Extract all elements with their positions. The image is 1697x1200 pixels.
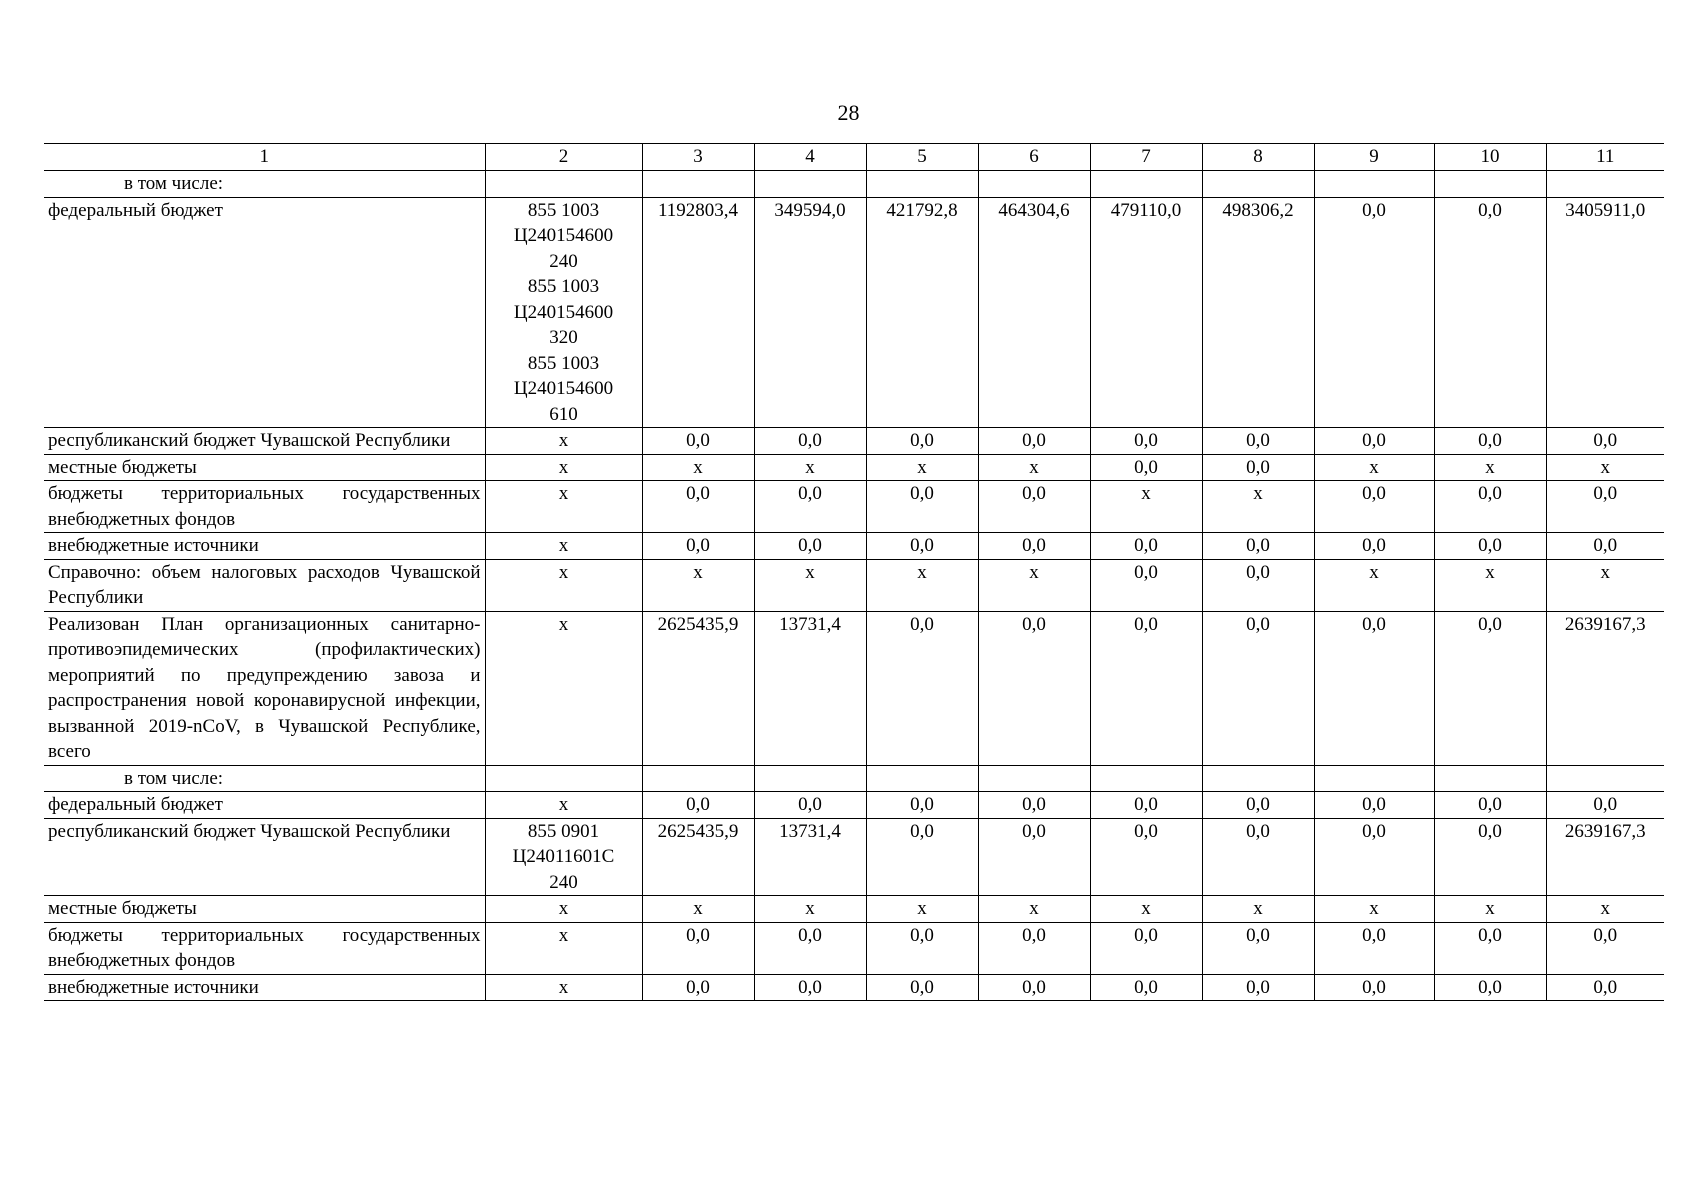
value-cell-col-4: x	[754, 454, 866, 481]
value-cell-col-5	[866, 765, 978, 792]
value-cell-col-8: 0,0	[1202, 611, 1314, 765]
table-row	[44, 171, 1664, 198]
value-cell-col-10: 0,0	[1434, 481, 1546, 533]
value-cell-col-10: 0,0	[1434, 792, 1546, 819]
value-cell-col-11	[1546, 765, 1664, 792]
value-cell-col-3	[642, 765, 754, 792]
budget-table	[44, 143, 1664, 1001]
value-cell-col-5: 421792,8	[866, 197, 978, 428]
value-cell-col-6	[978, 765, 1090, 792]
value-cell-col-7: 0,0	[1090, 974, 1202, 1001]
value-cell-col-3: 0,0	[642, 428, 754, 455]
value-cell-col-3: 1192803,4	[642, 197, 754, 428]
budget-classification-code: x	[485, 428, 642, 455]
value-cell-col-4: 0,0	[754, 922, 866, 974]
value-cell-col-11: 0,0	[1546, 481, 1664, 533]
value-cell-col-9: 0,0	[1314, 533, 1434, 560]
value-cell-col-8: 0,0	[1202, 559, 1314, 611]
column-header-7: 7	[1090, 144, 1202, 171]
value-cell-col-6: x	[978, 559, 1090, 611]
value-cell-col-10: x	[1434, 559, 1546, 611]
table-row	[44, 559, 1664, 611]
value-cell-col-11: x	[1546, 454, 1664, 481]
value-cell-col-7: 0,0	[1090, 559, 1202, 611]
value-cell-col-7: 0,0	[1090, 611, 1202, 765]
row-label: Справочно: объем налоговых расходов Чувашской Республики	[44, 559, 485, 611]
value-cell-col-6: 0,0	[978, 974, 1090, 1001]
value-cell-col-10: 0,0	[1434, 428, 1546, 455]
table-row	[44, 818, 1664, 896]
value-cell-col-8: 0,0	[1202, 533, 1314, 560]
value-cell-col-5: 0,0	[866, 533, 978, 560]
value-cell-col-3: 0,0	[642, 974, 754, 1001]
column-header-11: 11	[1546, 144, 1664, 171]
value-cell-col-5: 0,0	[866, 922, 978, 974]
value-cell-col-4	[754, 765, 866, 792]
budget-classification-code	[485, 765, 642, 792]
budget-classification-code	[485, 171, 642, 198]
table-row	[44, 481, 1664, 533]
value-cell-col-6: 0,0	[978, 533, 1090, 560]
value-cell-col-3	[642, 171, 754, 198]
value-cell-col-3: 0,0	[642, 481, 754, 533]
row-label: Реализован План организационных санитарно-противоэпидемических (профилактических) мероприятий по предупреждению завоза и распространения новой коронавирусной инфекции, вызванной 2019-nCoV, в Чувашской Республике, всего	[44, 611, 485, 765]
value-cell-col-9: 0,0	[1314, 428, 1434, 455]
value-cell-col-5: 0,0	[866, 481, 978, 533]
value-cell-col-6: 0,0	[978, 922, 1090, 974]
value-cell-col-3: 2625435,9	[642, 818, 754, 896]
value-cell-col-3: x	[642, 896, 754, 923]
value-cell-col-9: 0,0	[1314, 197, 1434, 428]
value-cell-col-8: 0,0	[1202, 818, 1314, 896]
value-cell-col-5: x	[866, 896, 978, 923]
row-label: федеральный бюджет	[44, 197, 485, 428]
value-cell-col-8: 498306,2	[1202, 197, 1314, 428]
column-number-row	[44, 144, 1664, 171]
value-cell-col-9: x	[1314, 454, 1434, 481]
value-cell-col-11: 0,0	[1546, 428, 1664, 455]
value-cell-col-8: 0,0	[1202, 792, 1314, 819]
value-cell-col-11	[1546, 171, 1664, 198]
value-cell-col-5: x	[866, 559, 978, 611]
value-cell-col-3: x	[642, 454, 754, 481]
budget-classification-code: x	[485, 481, 642, 533]
value-cell-col-10: 0,0	[1434, 197, 1546, 428]
row-label: бюджеты территориальных государственных внебюджетных фондов	[44, 481, 485, 533]
value-cell-col-8: x	[1202, 896, 1314, 923]
value-cell-col-4: 0,0	[754, 428, 866, 455]
value-cell-col-7	[1090, 765, 1202, 792]
value-cell-col-7: x	[1090, 896, 1202, 923]
value-cell-col-11: 2639167,3	[1546, 611, 1664, 765]
value-cell-col-11: 0,0	[1546, 533, 1664, 560]
row-label: бюджеты территориальных государственных внебюджетных фондов	[44, 922, 485, 974]
row-label: внебюджетные источники	[44, 974, 485, 1001]
value-cell-col-8: x	[1202, 481, 1314, 533]
value-cell-col-8: 0,0	[1202, 922, 1314, 974]
table-row	[44, 765, 1664, 792]
value-cell-col-3: 0,0	[642, 922, 754, 974]
table-row	[44, 792, 1664, 819]
value-cell-col-6: 0,0	[978, 428, 1090, 455]
value-cell-col-11: 3405911,0	[1546, 197, 1664, 428]
value-cell-col-5: 0,0	[866, 792, 978, 819]
budget-classification-code: x	[485, 792, 642, 819]
value-cell-col-10: 0,0	[1434, 974, 1546, 1001]
value-cell-col-4: 13731,4	[754, 818, 866, 896]
table-body	[44, 171, 1664, 1001]
value-cell-col-3: x	[642, 559, 754, 611]
table-row	[44, 922, 1664, 974]
value-cell-col-9: 0,0	[1314, 818, 1434, 896]
row-label: в том числе:	[44, 171, 485, 198]
value-cell-col-10: 0,0	[1434, 922, 1546, 974]
value-cell-col-11: x	[1546, 896, 1664, 923]
value-cell-col-4	[754, 171, 866, 198]
value-cell-col-9: 0,0	[1314, 792, 1434, 819]
value-cell-col-6: 0,0	[978, 818, 1090, 896]
budget-classification-code: x	[485, 974, 642, 1001]
page-number: 28	[837, 100, 860, 125]
budget-classification-code: x	[485, 454, 642, 481]
table-row	[44, 896, 1664, 923]
value-cell-col-9: 0,0	[1314, 922, 1434, 974]
value-cell-col-11: 2639167,3	[1546, 818, 1664, 896]
value-cell-col-7: 0,0	[1090, 428, 1202, 455]
column-header-5: 5	[866, 144, 978, 171]
row-label: в том числе:	[44, 765, 485, 792]
column-header-10: 10	[1434, 144, 1546, 171]
value-cell-col-6: 0,0	[978, 481, 1090, 533]
value-cell-col-9: 0,0	[1314, 974, 1434, 1001]
value-cell-col-8: 0,0	[1202, 974, 1314, 1001]
value-cell-col-4: 0,0	[754, 533, 866, 560]
value-cell-col-8: 0,0	[1202, 454, 1314, 481]
value-cell-col-4: x	[754, 559, 866, 611]
value-cell-col-5	[866, 171, 978, 198]
value-cell-col-7	[1090, 171, 1202, 198]
value-cell-col-10: 0,0	[1434, 533, 1546, 560]
row-label: местные бюджеты	[44, 454, 485, 481]
value-cell-col-11: x	[1546, 559, 1664, 611]
column-header-3: 3	[642, 144, 754, 171]
value-cell-col-10: x	[1434, 454, 1546, 481]
value-cell-col-3: 2625435,9	[642, 611, 754, 765]
column-header-4: 4	[754, 144, 866, 171]
value-cell-col-5: 0,0	[866, 818, 978, 896]
value-cell-col-7: 0,0	[1090, 818, 1202, 896]
row-label: республиканский бюджет Чувашской Республики	[44, 818, 485, 896]
table-row	[44, 454, 1664, 481]
value-cell-col-7: x	[1090, 481, 1202, 533]
value-cell-col-9: 0,0	[1314, 611, 1434, 765]
value-cell-col-10: x	[1434, 896, 1546, 923]
value-cell-col-10: 0,0	[1434, 611, 1546, 765]
value-cell-col-7: 479110,0	[1090, 197, 1202, 428]
value-cell-col-11: 0,0	[1546, 792, 1664, 819]
value-cell-col-4: 13731,4	[754, 611, 866, 765]
value-cell-col-5: 0,0	[866, 428, 978, 455]
value-cell-col-8	[1202, 171, 1314, 198]
value-cell-col-4: 0,0	[754, 481, 866, 533]
value-cell-col-3: 0,0	[642, 792, 754, 819]
column-header-9: 9	[1314, 144, 1434, 171]
value-cell-col-7: 0,0	[1090, 533, 1202, 560]
value-cell-col-9	[1314, 171, 1434, 198]
value-cell-col-5: 0,0	[866, 611, 978, 765]
budget-classification-code: x	[485, 611, 642, 765]
row-label: федеральный бюджет	[44, 792, 485, 819]
value-cell-col-8	[1202, 765, 1314, 792]
value-cell-col-11: 0,0	[1546, 922, 1664, 974]
budget-classification-code: 855 0901 Ц24011601С 240	[485, 818, 642, 896]
budget-classification-code: 855 1003 Ц240154600 240 855 1003 Ц240154600 320 855 1003 Ц240154600 610	[485, 197, 642, 428]
table-row	[44, 428, 1664, 455]
value-cell-col-4: 0,0	[754, 974, 866, 1001]
value-cell-col-6: 0,0	[978, 792, 1090, 819]
value-cell-col-7: 0,0	[1090, 792, 1202, 819]
column-header-6: 6	[978, 144, 1090, 171]
table-row	[44, 611, 1664, 765]
value-cell-col-6: x	[978, 454, 1090, 481]
budget-classification-code: x	[485, 533, 642, 560]
value-cell-col-6	[978, 171, 1090, 198]
budget-classification-code: x	[485, 559, 642, 611]
row-label: местные бюджеты	[44, 896, 485, 923]
value-cell-col-9: 0,0	[1314, 481, 1434, 533]
value-cell-col-10	[1434, 765, 1546, 792]
value-cell-col-8: 0,0	[1202, 428, 1314, 455]
value-cell-col-11: 0,0	[1546, 974, 1664, 1001]
column-header-1: 1	[44, 144, 485, 171]
value-cell-col-9: x	[1314, 559, 1434, 611]
value-cell-col-10: 0,0	[1434, 818, 1546, 896]
budget-classification-code: x	[485, 922, 642, 974]
value-cell-col-4: x	[754, 896, 866, 923]
value-cell-col-4: 349594,0	[754, 197, 866, 428]
value-cell-col-7: 0,0	[1090, 922, 1202, 974]
value-cell-col-6: 0,0	[978, 611, 1090, 765]
table-row	[44, 197, 1664, 428]
value-cell-col-9: x	[1314, 896, 1434, 923]
table-row	[44, 533, 1664, 560]
row-label: республиканский бюджет Чувашской Республики	[44, 428, 485, 455]
value-cell-col-4: 0,0	[754, 792, 866, 819]
value-cell-col-7: 0,0	[1090, 454, 1202, 481]
table-row	[44, 974, 1664, 1001]
value-cell-col-9	[1314, 765, 1434, 792]
budget-classification-code: x	[485, 896, 642, 923]
value-cell-col-10	[1434, 171, 1546, 198]
value-cell-col-5: 0,0	[866, 974, 978, 1001]
column-header-2: 2	[485, 144, 642, 171]
row-label: внебюджетные источники	[44, 533, 485, 560]
value-cell-col-6: x	[978, 896, 1090, 923]
value-cell-col-5: x	[866, 454, 978, 481]
value-cell-col-3: 0,0	[642, 533, 754, 560]
value-cell-col-6: 464304,6	[978, 197, 1090, 428]
column-header-8: 8	[1202, 144, 1314, 171]
